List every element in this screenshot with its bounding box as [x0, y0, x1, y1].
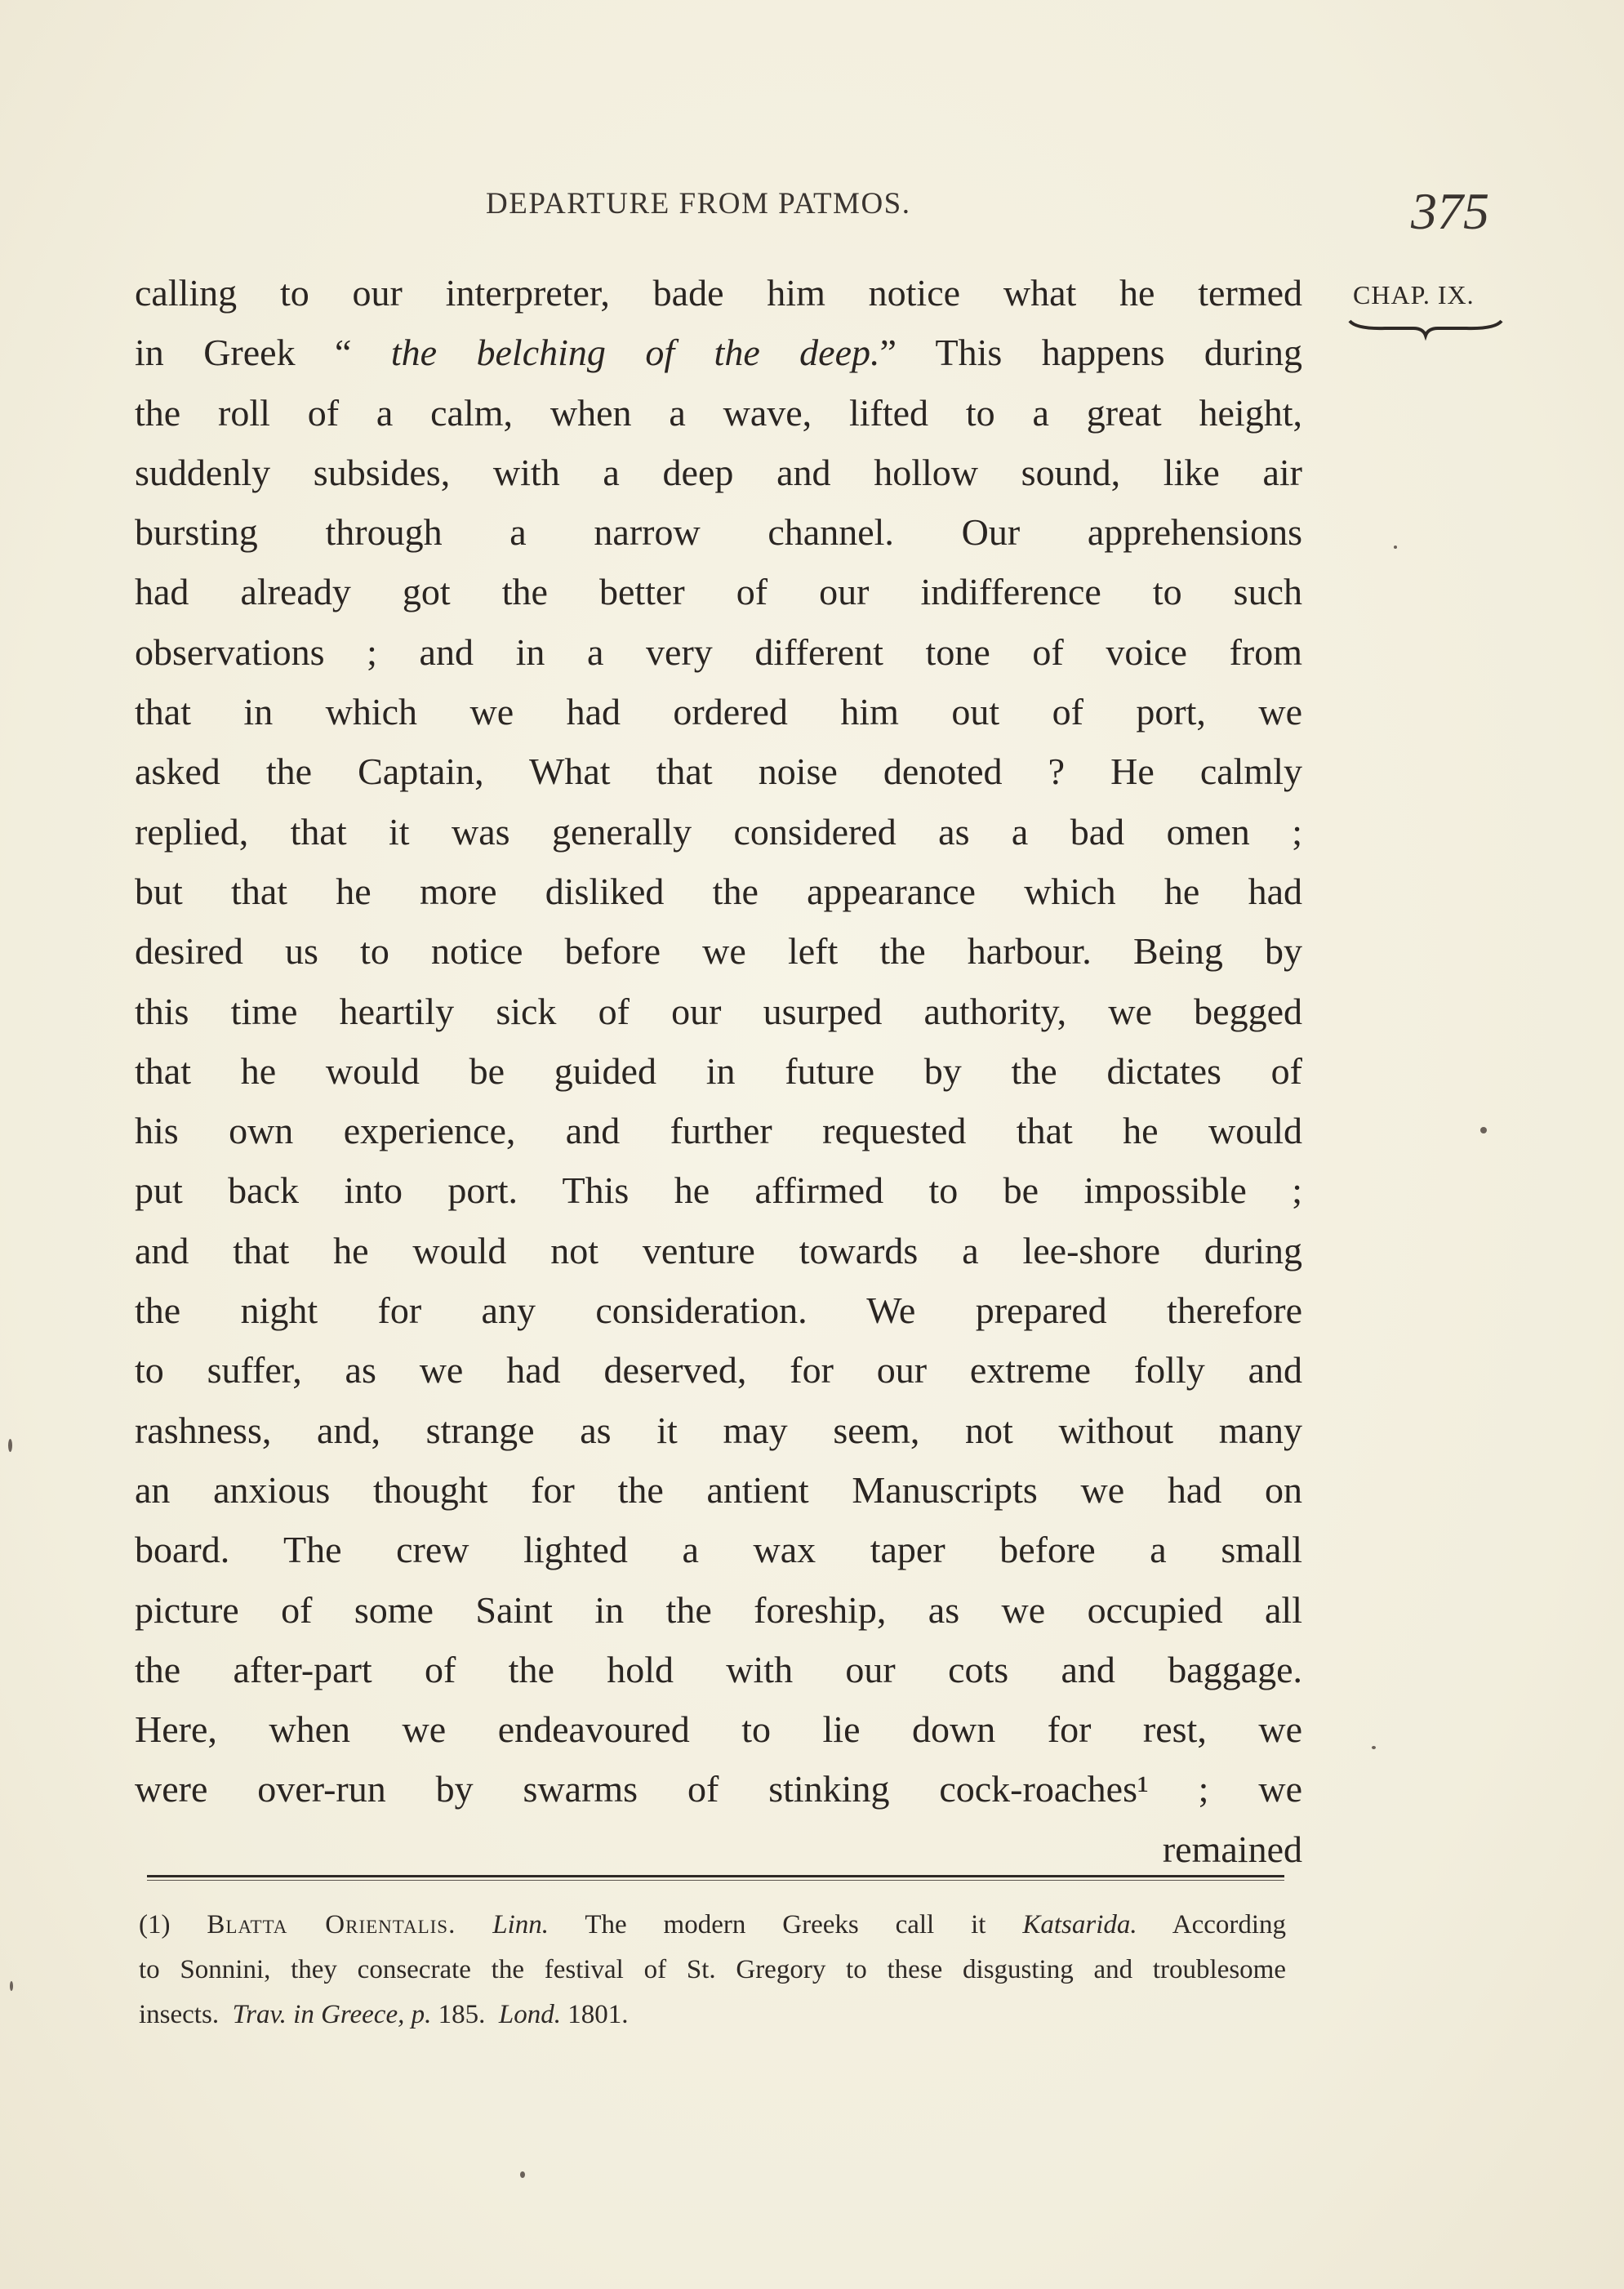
text-line: the roll of a calm, when a wave, lifted to a great height,	[135, 391, 1302, 434]
print-speck	[8, 1439, 12, 1452]
print-speck	[1372, 1746, 1376, 1749]
text-line: the after-part of the hold with our cots and baggage.	[135, 1648, 1302, 1690]
text-line: calling to our interpreter, bade him notice what he termed	[135, 272, 1302, 314]
text-span: in Greek “	[135, 332, 391, 374]
text-span: ” This happens during	[879, 332, 1303, 374]
linnaeus-abbrev: Linn.	[492, 1910, 549, 1939]
catchword: remained	[1162, 1828, 1302, 1870]
chapter-marker: CHAP. IX.	[1353, 280, 1475, 310]
print-speck	[1394, 546, 1397, 549]
text-line: the night for any consideration. We prepared therefore	[135, 1289, 1302, 1332]
footnote	[139, 1903, 1286, 2037]
text-line: an anxious thought for the antient Manuscripts we had on	[135, 1468, 1302, 1511]
text-line: suddenly subsides, with a deep and hollow sound, like air	[135, 451, 1302, 493]
footnote-marker: (1)	[139, 1910, 171, 1939]
text-line	[135, 323, 1302, 382]
text-line: rashness, and, strange as it may seem, not without many	[135, 1409, 1302, 1451]
text-line: but that he more disliked the appearance which he had	[135, 870, 1302, 912]
text-line: replied, that it was generally considered as a bad omen ;	[135, 810, 1302, 853]
footnote-line	[139, 1993, 1286, 2037]
citation-place: Lond.	[498, 2000, 561, 2029]
text-line: picture of some Saint in the foreship, as we occupied all	[135, 1588, 1302, 1631]
text-line: desired us to notice before we left the harbour. Being by	[135, 930, 1302, 973]
running-head: DEPARTURE FROM PATMOS.	[486, 187, 911, 220]
citation-title: Trav. in Greece, p.	[232, 2000, 432, 2029]
text-line: bursting through a narrow channel. Our apprehensions	[135, 511, 1302, 554]
text-line: board. The crew lighted a wax taper before a small	[135, 1529, 1302, 1571]
body-text	[135, 263, 1302, 1879]
text-line: put back into port. This he affirmed to be impossible ;	[135, 1169, 1302, 1212]
footnote-rule-thin	[147, 1880, 1284, 1881]
page-number: 375	[1411, 182, 1489, 240]
citation-year: 1801.	[567, 2000, 629, 2029]
text-line: to suffer, as we had deserved, for our extreme folly and	[135, 1349, 1302, 1392]
print-speck	[10, 1981, 13, 1991]
footnote-rule	[147, 1875, 1284, 1877]
text-line: observations ; and in a very different tone of voice from	[135, 630, 1302, 673]
chapter-brace-ornament	[1348, 318, 1503, 342]
footnote-text: The modern Greeks call it	[585, 1910, 986, 1939]
citation-page: 185.	[438, 2000, 486, 2029]
text-line: had already got the better of our indifference to such	[135, 571, 1302, 613]
species-name: Blatta Orientalis.	[207, 1910, 456, 1939]
text-line: that in which we had ordered him out of port, we	[135, 691, 1302, 733]
greek-name: Katsarida.	[1022, 1910, 1137, 1939]
text-line: his own experience, and further requested that he would	[135, 1110, 1302, 1152]
print-speck	[520, 2171, 525, 2178]
italic-quote: the belching of the deep.	[390, 332, 880, 374]
text-line: this time heartily sick of our usurped authority, we begged	[135, 990, 1302, 1032]
footnote-text: insects.	[139, 2000, 220, 2029]
footnote-text: According	[1172, 1910, 1287, 1939]
text-line: and that he would not venture towards a lee-shore during	[135, 1229, 1302, 1271]
footnote-line	[139, 1903, 1286, 1948]
text-line: Here, when we endeavoured to lie down for rest, we	[135, 1708, 1302, 1751]
text-line: that he would be guided in future by the dictates of	[135, 1049, 1302, 1092]
footnote-line: to Sonnini, they consecrate the festival of St. Gregory to these disgusting and troublesome	[139, 1955, 1286, 1984]
text-line: were over-run by swarms of stinking cock-roaches¹ ; we	[135, 1768, 1302, 1810]
text-line: asked the Captain, What that noise denoted ? He calmly	[135, 750, 1302, 793]
print-speck	[1480, 1127, 1487, 1133]
